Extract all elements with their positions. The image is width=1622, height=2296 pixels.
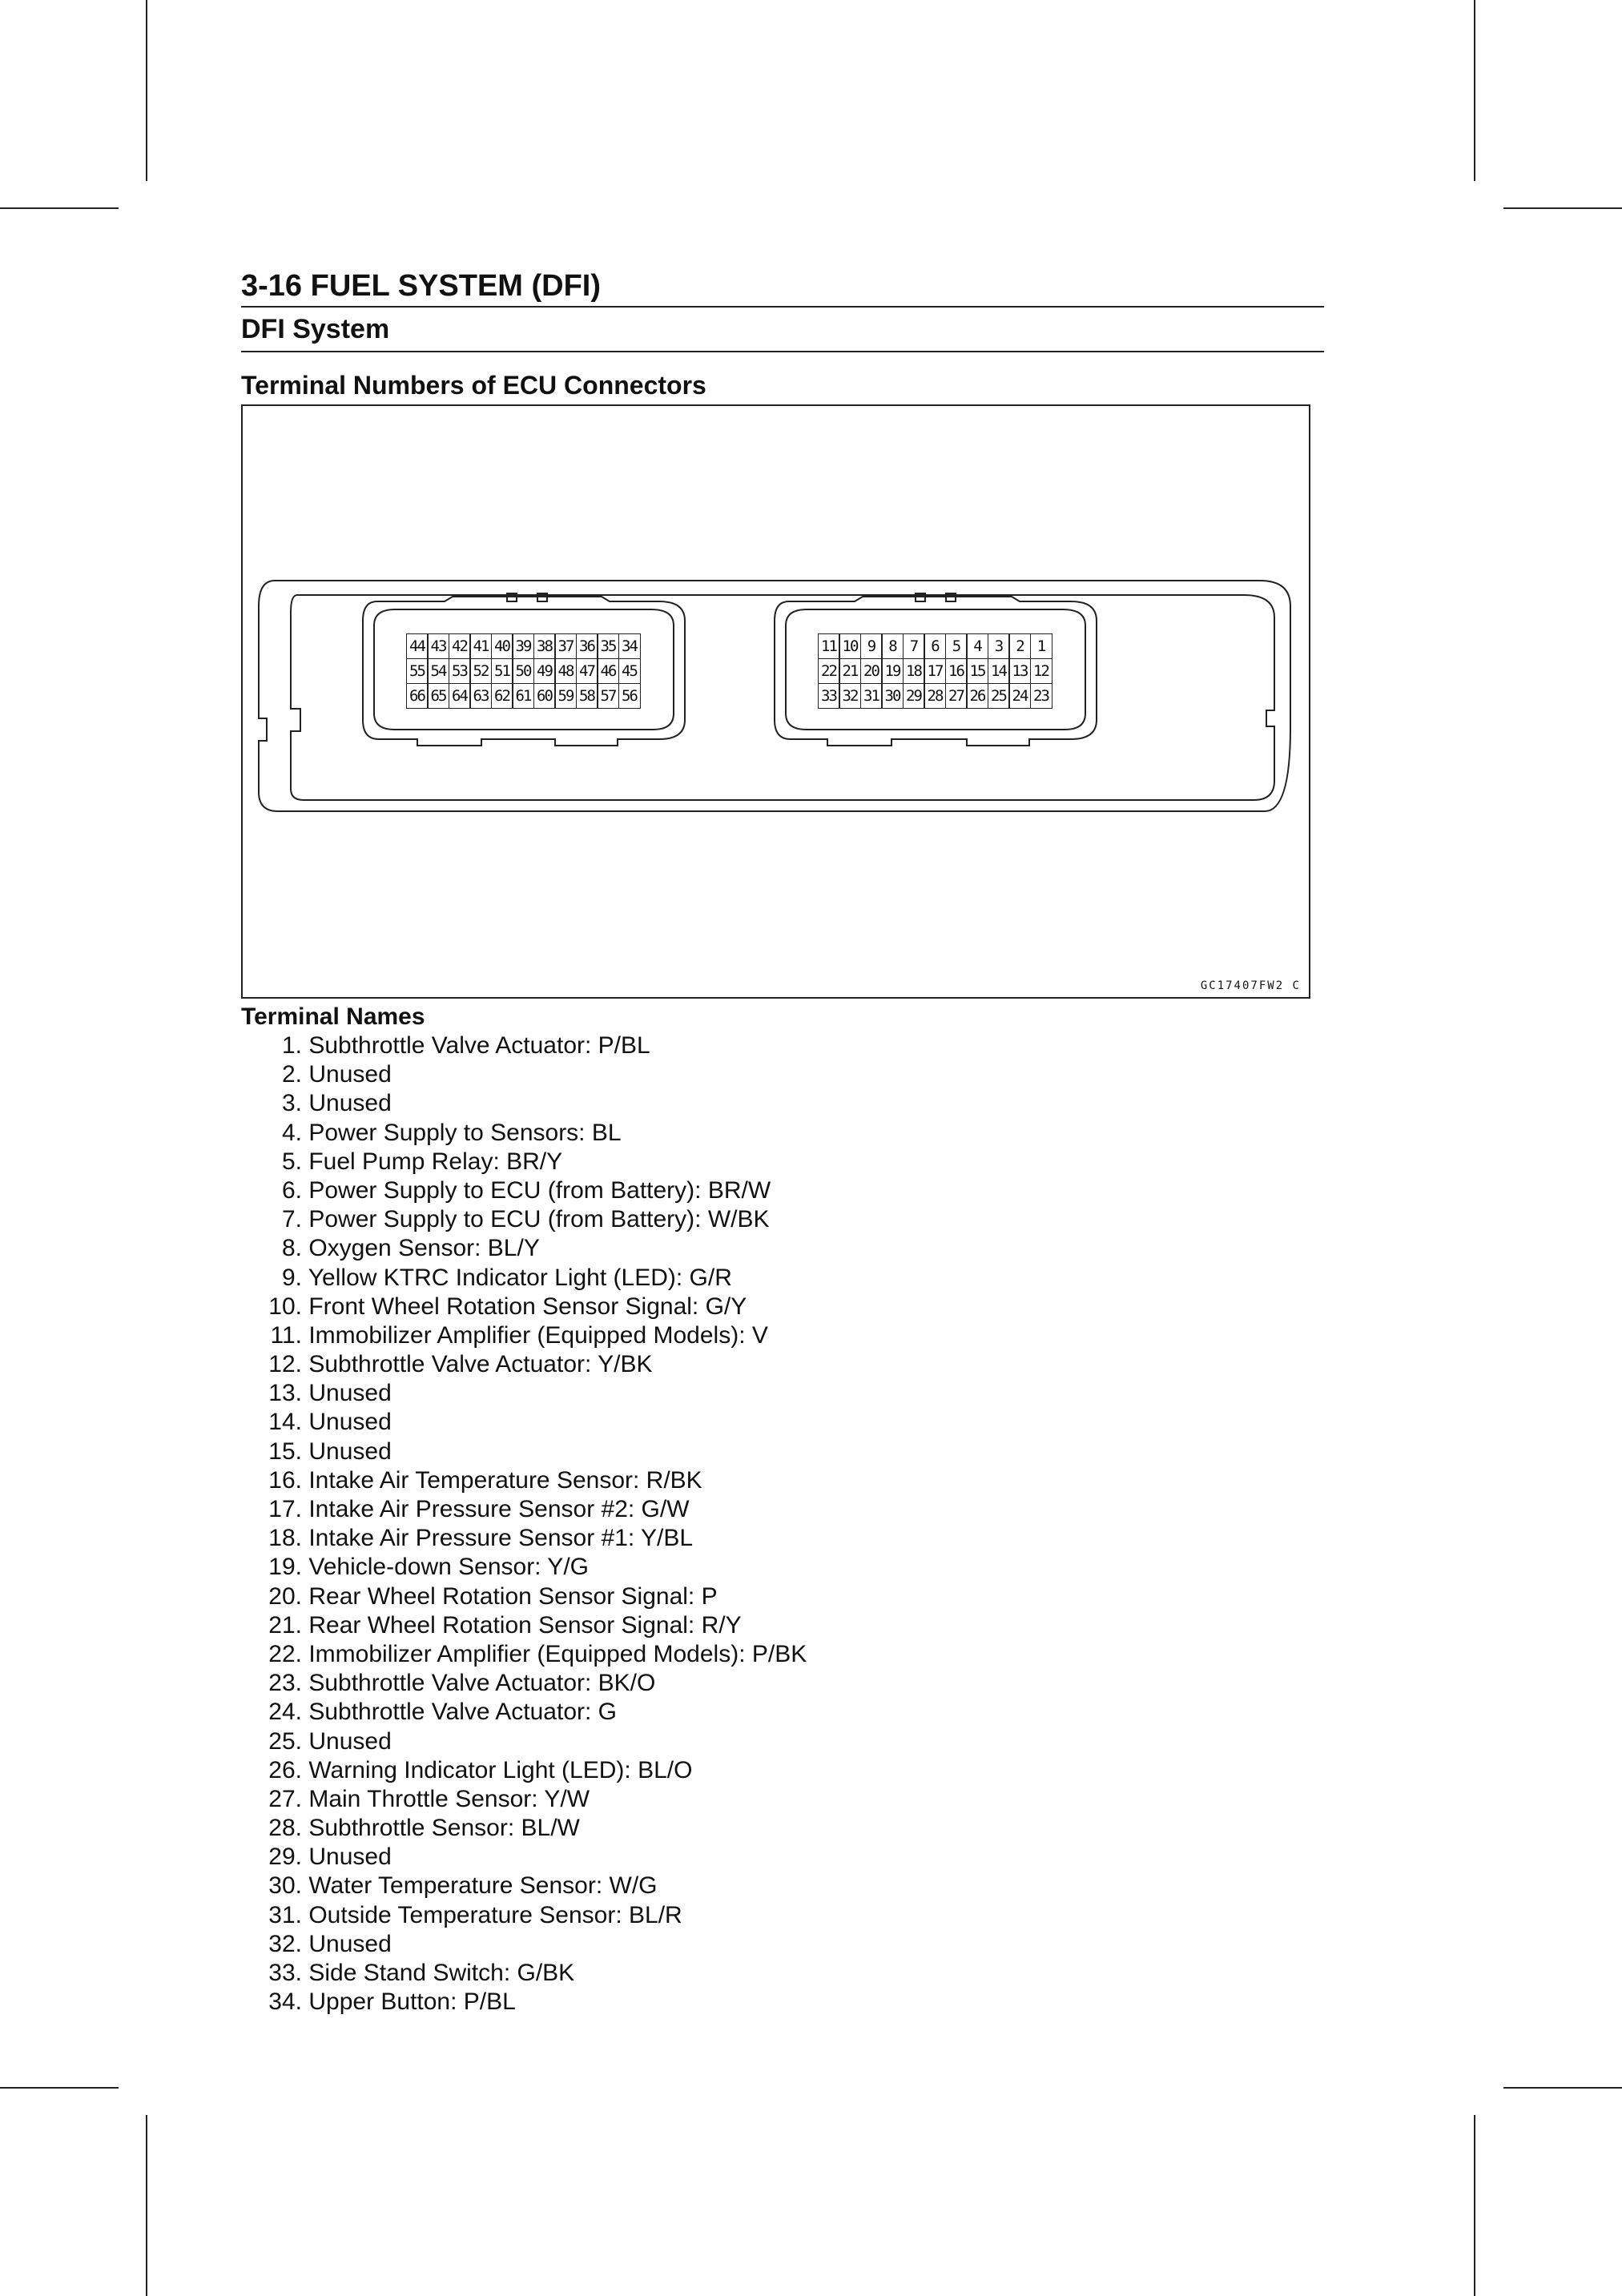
terminal-pin: 5 (945, 633, 968, 660)
terminal-pin: 33 (818, 683, 840, 710)
terminal-description: Power Supply to ECU (from Battery): BR/W (308, 1176, 771, 1204)
terminal-description: Intake Air Pressure Sensor #1: Y/BL (308, 1525, 694, 1552)
terminal-item (241, 1495, 807, 1524)
terminal-pin: 66 (406, 683, 429, 710)
crop-mark (0, 207, 119, 209)
terminal-pin: 54 (427, 658, 449, 685)
terminal-description: Intake Air Temperature Sensor: R/BK (308, 1466, 702, 1494)
terminal-description: Yellow KTRC Indicator Light (LED): G/R (308, 1264, 732, 1291)
terminal-number: 34. (268, 1988, 302, 2016)
terminal-description: Oxygen Sensor: BL/Y (308, 1235, 540, 1262)
terminal-pin: 50 (512, 658, 534, 685)
left-connector-pins (407, 634, 641, 709)
ecu-housing-drawing (243, 406, 1312, 1000)
terminal-item (241, 1119, 807, 1148)
terminal-item (241, 1640, 807, 1669)
terminal-pin: 19 (881, 658, 904, 685)
terminal-description: Vehicle-down Sensor: Y/G (308, 1554, 589, 1581)
terminal-number: 33. (268, 1960, 302, 1986)
terminal-description: Unused (308, 1844, 392, 1871)
terminal-pin: 26 (966, 683, 988, 710)
terminal-pin: 22 (818, 658, 840, 685)
figure-title: Terminal Numbers of ECU Connectors (241, 371, 706, 400)
terminal-description: Unused (308, 1380, 392, 1407)
terminal-number: 7. (281, 1206, 302, 1233)
crop-mark (0, 2087, 119, 2089)
terminal-item (241, 1669, 807, 1698)
terminal-item (241, 1438, 807, 1466)
crop-mark (1503, 2087, 1622, 2089)
terminal-description: Subthrottle Valve Actuator: P/BL (308, 1032, 650, 1059)
terminal-number: 2. (281, 1061, 302, 1088)
terminal-number: 26. (268, 1756, 302, 1783)
terminal-pin: 42 (449, 633, 471, 660)
terminal-pin: 41 (469, 633, 492, 660)
terminal-item (241, 1466, 807, 1495)
section-rule (241, 351, 1324, 352)
terminal-names-title: Terminal Names (241, 1003, 425, 1030)
terminal-pin: 21 (839, 658, 861, 685)
terminal-number: 3. (281, 1090, 302, 1117)
terminal-pin: 17 (924, 658, 946, 685)
terminal-pin: 32 (839, 683, 861, 710)
terminal-pin: 47 (576, 658, 598, 685)
terminal-pin: 28 (924, 683, 946, 710)
terminal-pin: 44 (406, 633, 429, 660)
terminal-item (241, 1901, 807, 1930)
terminal-description: Water Temperature Sensor: W/G (308, 1872, 658, 1900)
terminal-number: 30. (268, 1872, 302, 1900)
terminal-pin: 27 (945, 683, 968, 710)
terminal-description: Unused (308, 1061, 392, 1088)
terminal-description: Unused (308, 1438, 392, 1465)
terminal-item (241, 1930, 807, 1959)
terminal-description: Intake Air Pressure Sensor #2: G/W (308, 1496, 690, 1522)
terminal-number: 29. (268, 1844, 302, 1871)
terminal-pin: 29 (903, 683, 925, 710)
terminal-description: Immobilizer Amplifier (Equipped Models): P/BK (308, 1640, 807, 1667)
terminal-number: 11. (270, 1321, 302, 1349)
terminal-pin: 65 (427, 683, 449, 710)
crop-mark (146, 2115, 147, 2296)
terminal-number: 27. (268, 1785, 302, 1812)
terminal-item (241, 1264, 807, 1293)
terminal-pin: 13 (1008, 658, 1031, 685)
terminal-number: 5. (281, 1148, 302, 1175)
terminal-description: Subthrottle Valve Actuator: BK/O (308, 1670, 656, 1697)
terminal-number: 19. (268, 1554, 302, 1581)
terminal-number: 14. (268, 1409, 302, 1436)
terminal-description: Power Supply to ECU (from Battery): W/BK (308, 1206, 770, 1233)
terminal-pin: 18 (903, 658, 925, 685)
terminal-item (241, 1872, 807, 1900)
terminal-number: 21. (268, 1611, 302, 1639)
terminal-number: 22. (268, 1640, 302, 1667)
terminal-pin: 25 (988, 683, 1010, 710)
crop-mark (1474, 2115, 1475, 2296)
terminal-description: Side Stand Switch: G/BK (308, 1960, 575, 1986)
terminal-pin: 57 (597, 683, 619, 710)
terminal-pin: 8 (881, 633, 904, 660)
terminal-pin: 38 (533, 633, 556, 660)
terminal-pin: 55 (406, 658, 429, 685)
terminal-number: 16. (268, 1466, 302, 1494)
terminal-pin: 56 (618, 683, 641, 710)
terminal-pin: 58 (576, 683, 598, 710)
terminal-item (241, 1176, 807, 1205)
terminal-description: Warning Indicator Light (LED): BL/O (308, 1756, 693, 1783)
terminal-pin: 2 (1008, 633, 1031, 660)
terminal-item (241, 1060, 807, 1089)
terminal-number: 20. (268, 1582, 302, 1610)
terminal-pin: 20 (860, 658, 883, 685)
terminal-description: Main Throttle Sensor: Y/W (308, 1785, 590, 1812)
terminal-pin: 1 (1030, 633, 1052, 660)
terminal-pin: 4 (966, 633, 988, 660)
terminal-number: 1. (281, 1032, 302, 1059)
terminal-item (241, 1785, 807, 1814)
terminal-number: 23. (268, 1670, 302, 1697)
terminal-number: 8. (281, 1235, 302, 1262)
terminal-description: Power Supply to Sensors: BL (308, 1119, 622, 1146)
terminal-item (241, 1321, 807, 1350)
terminal-number: 28. (268, 1815, 302, 1842)
terminal-number: 24. (268, 1699, 302, 1726)
terminal-pin: 31 (860, 683, 883, 710)
terminal-pin: 52 (469, 658, 492, 685)
terminal-pin: 6 (924, 633, 946, 660)
terminal-description: Fuel Pump Relay: BR/Y (308, 1148, 563, 1175)
terminal-number: 31. (268, 1901, 302, 1928)
crop-mark (1503, 207, 1622, 209)
terminal-description: Subthrottle Valve Actuator: Y/BK (308, 1351, 653, 1378)
terminal-pin: 36 (576, 633, 598, 660)
section-title: DFI System (241, 314, 390, 344)
terminal-item (241, 1756, 807, 1785)
terminal-item (241, 1293, 807, 1321)
terminal-number: 4. (281, 1119, 302, 1146)
terminal-pin: 12 (1030, 658, 1052, 685)
terminal-pin: 43 (427, 633, 449, 660)
terminal-number: 17. (268, 1496, 302, 1522)
terminal-number: 25. (268, 1727, 302, 1755)
terminal-pin: 9 (860, 633, 883, 660)
terminal-pin: 53 (449, 658, 471, 685)
terminal-item (241, 1234, 807, 1263)
terminal-pin: 35 (597, 633, 619, 660)
terminal-number: 32. (268, 1930, 302, 1957)
terminal-item (241, 1698, 807, 1727)
terminal-description: Subthrottle Valve Actuator: G (308, 1699, 617, 1726)
ecu-connector-figure (241, 404, 1310, 999)
terminal-item (241, 1553, 807, 1582)
terminal-item (241, 1408, 807, 1437)
terminal-number: 9. (281, 1264, 302, 1291)
terminal-item (241, 1350, 807, 1379)
terminal-pin: 59 (554, 683, 577, 710)
terminal-pin: 7 (903, 633, 925, 660)
terminal-item (241, 1814, 807, 1843)
terminal-pin: 63 (469, 683, 492, 710)
terminal-description: Outside Temperature Sensor: BL/R (308, 1901, 682, 1928)
right-connector-pins (819, 634, 1052, 709)
terminal-item (241, 1988, 807, 2017)
terminal-item (241, 1582, 807, 1611)
terminal-description: Subthrottle Sensor: BL/W (308, 1815, 580, 1842)
terminal-pin: 48 (554, 658, 577, 685)
terminal-description: Unused (308, 1409, 392, 1436)
terminal-pin: 39 (512, 633, 534, 660)
terminal-description: Rear Wheel Rotation Sensor Signal: P (308, 1582, 718, 1610)
terminal-pin: 23 (1030, 683, 1052, 710)
terminal-pin: 15 (966, 658, 988, 685)
chapter-title: 3-16 FUEL SYSTEM (DFI) (241, 269, 602, 303)
terminal-item (241, 1379, 807, 1408)
terminal-pin: 49 (533, 658, 556, 685)
terminal-pin: 40 (491, 633, 513, 660)
crop-mark (146, 0, 147, 181)
crop-mark (1474, 0, 1475, 181)
terminal-pin: 60 (533, 683, 556, 710)
terminal-item (241, 1089, 807, 1118)
terminal-pin: 3 (988, 633, 1010, 660)
terminal-pin: 61 (512, 683, 534, 710)
terminal-description: Unused (308, 1727, 392, 1755)
terminal-pin: 62 (491, 683, 513, 710)
terminal-pin: 51 (491, 658, 513, 685)
terminal-number: 15. (268, 1438, 302, 1465)
terminal-item (241, 1727, 807, 1756)
terminal-pin: 30 (881, 683, 904, 710)
terminal-pin: 14 (988, 658, 1010, 685)
terminal-pin: 16 (945, 658, 968, 685)
page-header (241, 266, 1324, 352)
terminal-pin: 45 (618, 658, 641, 685)
terminal-item (241, 1959, 807, 1988)
terminal-pin: 24 (1008, 683, 1031, 710)
terminal-item (241, 1524, 807, 1553)
terminal-number: 6. (281, 1176, 302, 1204)
terminal-pin: 10 (839, 633, 861, 660)
terminal-item (241, 1031, 807, 1060)
terminal-item (241, 1611, 807, 1640)
terminal-number: 18. (268, 1525, 302, 1552)
terminal-pin: 34 (618, 633, 641, 660)
terminal-description: Unused (308, 1930, 392, 1957)
terminal-item (241, 1205, 807, 1234)
terminal-item (241, 1843, 807, 1872)
terminal-pin: 11 (818, 633, 840, 660)
terminal-number: 13. (268, 1380, 302, 1407)
terminal-pin: 64 (449, 683, 471, 710)
terminal-description: Upper Button: P/BL (308, 1988, 516, 2016)
terminal-item (241, 1148, 807, 1176)
figure-code: GC17407FW2 C (1200, 979, 1301, 992)
terminal-description: Immobilizer Amplifier (Equipped Models): V (308, 1321, 768, 1349)
terminal-number: 10. (268, 1293, 302, 1320)
terminal-description: Unused (308, 1090, 392, 1117)
terminal-pin: 37 (554, 633, 577, 660)
terminal-list (241, 1031, 807, 2017)
terminal-description: Rear Wheel Rotation Sensor Signal: R/Y (308, 1611, 742, 1639)
terminal-number: 12. (268, 1351, 302, 1378)
terminal-description: Front Wheel Rotation Sensor Signal: G/Y (308, 1293, 747, 1320)
terminal-pin: 46 (597, 658, 619, 685)
terminal-names (241, 1003, 807, 2017)
